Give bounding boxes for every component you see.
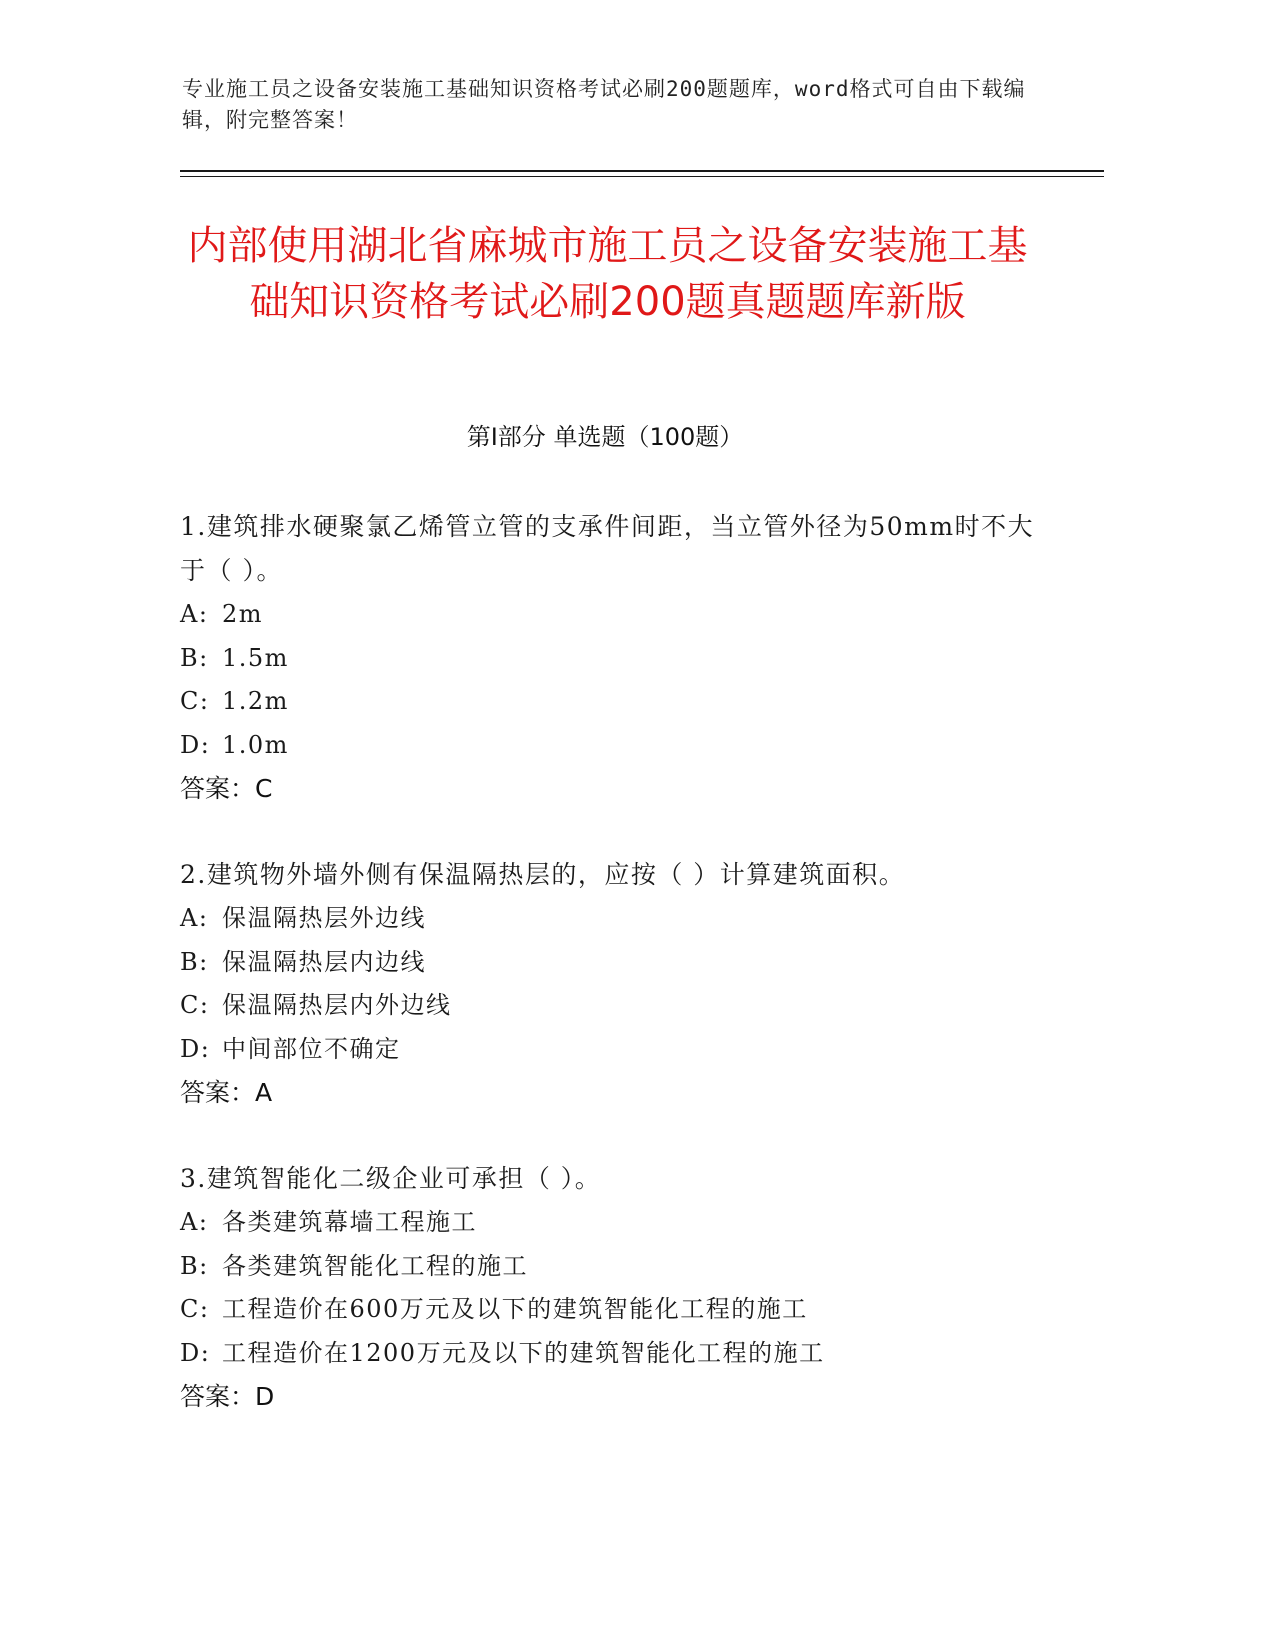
option-c bbox=[180, 680, 1040, 724]
option-text: 工程造价在1200万元及以下的建筑智能化工程的施工 bbox=[222, 1338, 825, 1367]
option-b bbox=[180, 1245, 1040, 1289]
option-letter: D: bbox=[180, 730, 211, 759]
option-a bbox=[180, 593, 1040, 637]
option-text: 保温隔热层内边线 bbox=[222, 947, 426, 976]
option-letter: A: bbox=[180, 600, 209, 628]
option-text: 各类建筑幕墙工程施工 bbox=[222, 1208, 477, 1236]
question-1 bbox=[180, 505, 1040, 811]
option-text: 保温隔热层内外边线 bbox=[222, 991, 452, 1019]
option-a bbox=[180, 897, 1040, 941]
option-text: 各类建筑智能化工程的施工 bbox=[222, 1251, 528, 1280]
option-letter: D: bbox=[180, 1034, 211, 1063]
question-stem: 1.建筑排水硬聚氯乙烯管立管的支承件间距，当立管外径为50mm时不大于（ ）。 bbox=[180, 512, 1035, 585]
option-d bbox=[180, 1332, 1040, 1376]
question-list bbox=[180, 505, 1040, 1461]
option-letter: B: bbox=[180, 643, 209, 672]
option-text: 保温隔热层外边线 bbox=[222, 904, 426, 932]
option-letter: D: bbox=[180, 1338, 211, 1367]
option-a bbox=[180, 1201, 1040, 1245]
question-3 bbox=[180, 1157, 1040, 1419]
option-text: 1.2m bbox=[222, 687, 289, 715]
option-text: 中间部位不确定 bbox=[222, 1034, 401, 1063]
option-text: 工程造价在600万元及以下的建筑智能化工程的施工 bbox=[222, 1295, 808, 1323]
option-letter: C: bbox=[180, 1295, 210, 1323]
option-text: 1.5m bbox=[222, 643, 289, 672]
answer-line: 答案：A bbox=[180, 1078, 273, 1107]
option-d bbox=[180, 724, 1040, 768]
question-2 bbox=[180, 853, 1040, 1115]
answer-line: 答案：C bbox=[180, 774, 273, 803]
header-rule-thick bbox=[180, 170, 1104, 172]
answer-line: 答案：D bbox=[180, 1382, 275, 1411]
option-text: 2m bbox=[222, 600, 264, 628]
option-b bbox=[180, 637, 1040, 681]
document-title: 内部使用湖北省麻城市施工员之设备安装施工基础知识资格考试必刷200题真题题库新版 bbox=[187, 223, 1028, 325]
option-letter: A: bbox=[180, 904, 209, 932]
question-stem: 3.建筑智能化二级企业可承担（ ）。 bbox=[180, 1164, 602, 1193]
option-c bbox=[180, 1288, 1040, 1332]
option-text: 1.0m bbox=[222, 730, 289, 759]
option-letter: B: bbox=[180, 1251, 209, 1280]
header-note: 专业施工员之设备安装施工基础知识资格考试必刷200题题库，word格式可自由下载编辑，附完整答案！ bbox=[182, 77, 1026, 132]
option-c bbox=[180, 984, 1040, 1028]
option-letter: C: bbox=[180, 991, 210, 1019]
option-letter: C: bbox=[180, 687, 210, 715]
section-heading: 第I部分 单选题（100题） bbox=[466, 423, 744, 451]
option-letter: A: bbox=[180, 1208, 209, 1236]
option-b bbox=[180, 941, 1040, 985]
option-d bbox=[180, 1028, 1040, 1072]
option-letter: B: bbox=[180, 947, 209, 976]
header-rule-thin bbox=[180, 176, 1104, 177]
question-stem: 2.建筑物外墙外侧有保温隔热层的，应按（ ）计算建筑面积。 bbox=[180, 860, 906, 889]
